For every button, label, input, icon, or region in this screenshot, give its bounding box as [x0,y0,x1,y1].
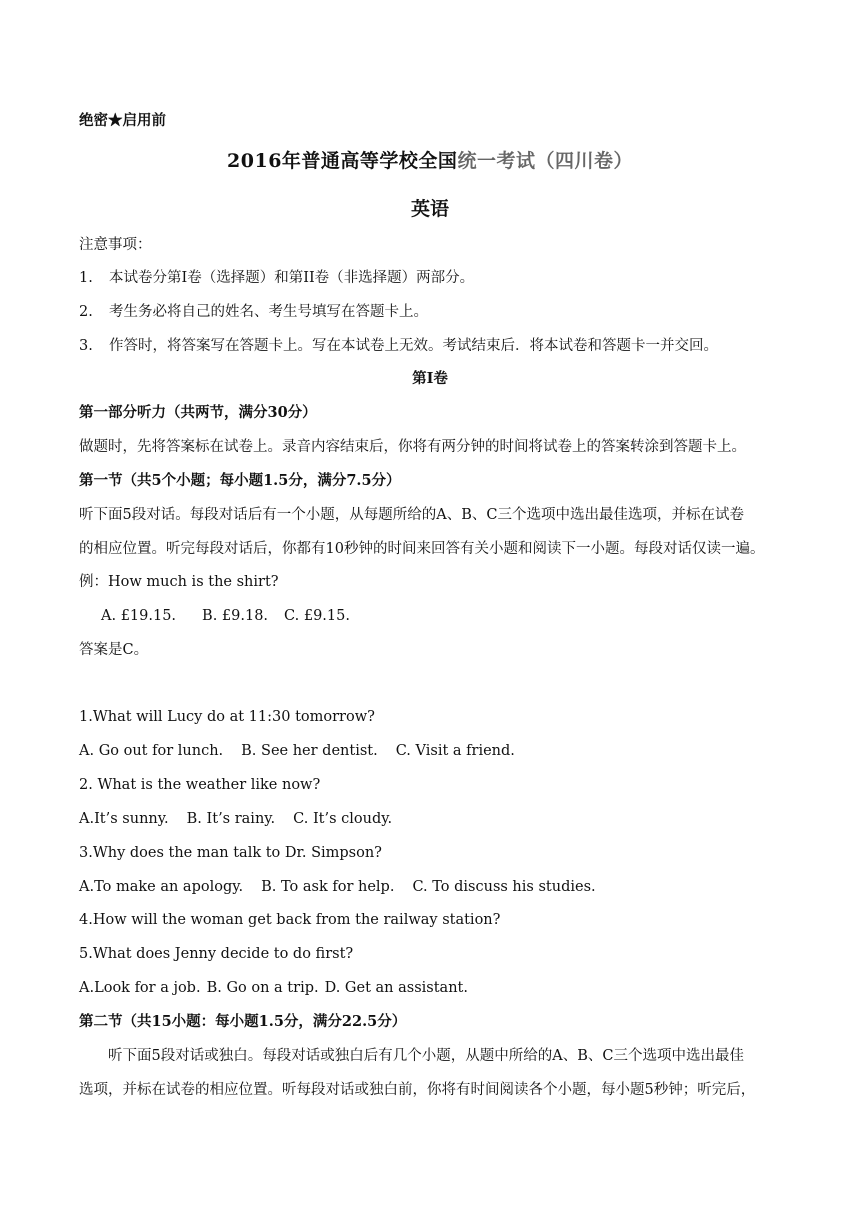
option-a: A. Go out for lunch. [79,743,224,759]
question-2-options [79,809,406,829]
volume-label: 第I卷 [412,370,448,387]
option-d: D. Get an assistant. [324,980,468,996]
note-item [79,336,718,356]
note-item [79,302,428,322]
section2-instruction-line: 听下面5段对话或独白。每段对话或独白后有几个小题，从题中所给的A、B、C三个选项中选出最佳 [108,1048,744,1064]
note-text: 考生务必将自己的姓名、考生号填写在答题卡上。 [109,304,428,320]
option-b: B. To ask for help. [261,879,395,895]
note-text: 作答时，将答案写在答题卡上。写在本试卷上无效。考试结束后．将本试卷和答题卡一并交回。 [109,338,718,354]
option-b: B. It’s rainy. [186,811,276,827]
example-question: 例：How much is the shirt? [79,574,279,590]
option-b: B. See her dentist. [241,743,378,759]
exam-title-tail: 统一考试（四川卷） [457,150,633,172]
section1-instruction-line: 听下面5段对话。每段对话后有一个小题，从每题所给的A、B、C三个选项中选出最佳选项，并标在试卷 [79,507,744,523]
example-options [79,606,364,626]
exam-title [0,151,860,171]
option-c: C. To discuss his studies. [412,879,596,895]
option-a: A.It’s sunny. [79,811,169,827]
option-c: C. £9.15. [284,608,350,624]
part1-heading: 第一部分听力（共两节，满分30分） [79,404,317,421]
part1-instruction: 做题时，先将答案标在试卷上。录音内容结束后，你将有两分钟的时间将试卷上的答案转涂到答题卡上。 [79,439,746,455]
section1-heading: 第一节（共5个小题；每小题1.5分，满分7.5分） [79,472,401,489]
option-c: C. It’s cloudy. [293,811,393,827]
note-number: 2. [79,304,93,320]
question-5: 5.What does Jenny decide to do first? [79,946,354,962]
example-answer: 答案是C。 [79,642,149,658]
secret-label: 绝密★启用前 [79,112,166,129]
option-a: A. £19.15. [101,608,177,624]
question-4: 4.How will the woman get back from the railway station? [79,912,501,928]
subject-title: 英语 [410,198,449,220]
exam-title-main: 2016年普通高等学校全国 [227,150,458,172]
question-3-options [79,877,610,897]
note-item [79,268,474,288]
section2-heading: 第二节（共15小题：每小题1.5分，满分22.5分） [79,1013,407,1030]
note-number: 3. [79,338,93,354]
question-2: 2. What is the weather like now? [79,777,321,793]
question-5-options [79,978,482,998]
note-number: 1. [79,270,93,286]
option-b: B. Go on a trip. [206,980,319,996]
option-c: C. Visit a friend. [395,743,515,759]
question-1-options [79,741,529,761]
option-a: A.To make an apology. [79,879,244,895]
option-b: B. £9.18. [202,608,269,624]
question-1: 1.What will Lucy do at 11:30 tomorrow? [79,709,375,725]
note-text: 本试卷分第I卷（选择题）和第II卷（非选择题）两部分。 [109,270,475,286]
notes-heading: 注意事项： [79,237,152,253]
section1-instruction-line: 的相应位置。听完每段对话后，你都有10秒钟的时间来回答有关小题和阅读下一小题。每段对话仅读一遍。 [79,541,765,557]
question-3: 3.Why does the man talk to Dr. Simpson? [79,845,382,861]
section2-instruction-line: 选项，并标在试卷的相应位置。听每段对话或独白前，你将有时间阅读各个小题，每小题5秒钟；听完后， [79,1082,756,1098]
option-a: A.Look for a job. [79,980,201,996]
